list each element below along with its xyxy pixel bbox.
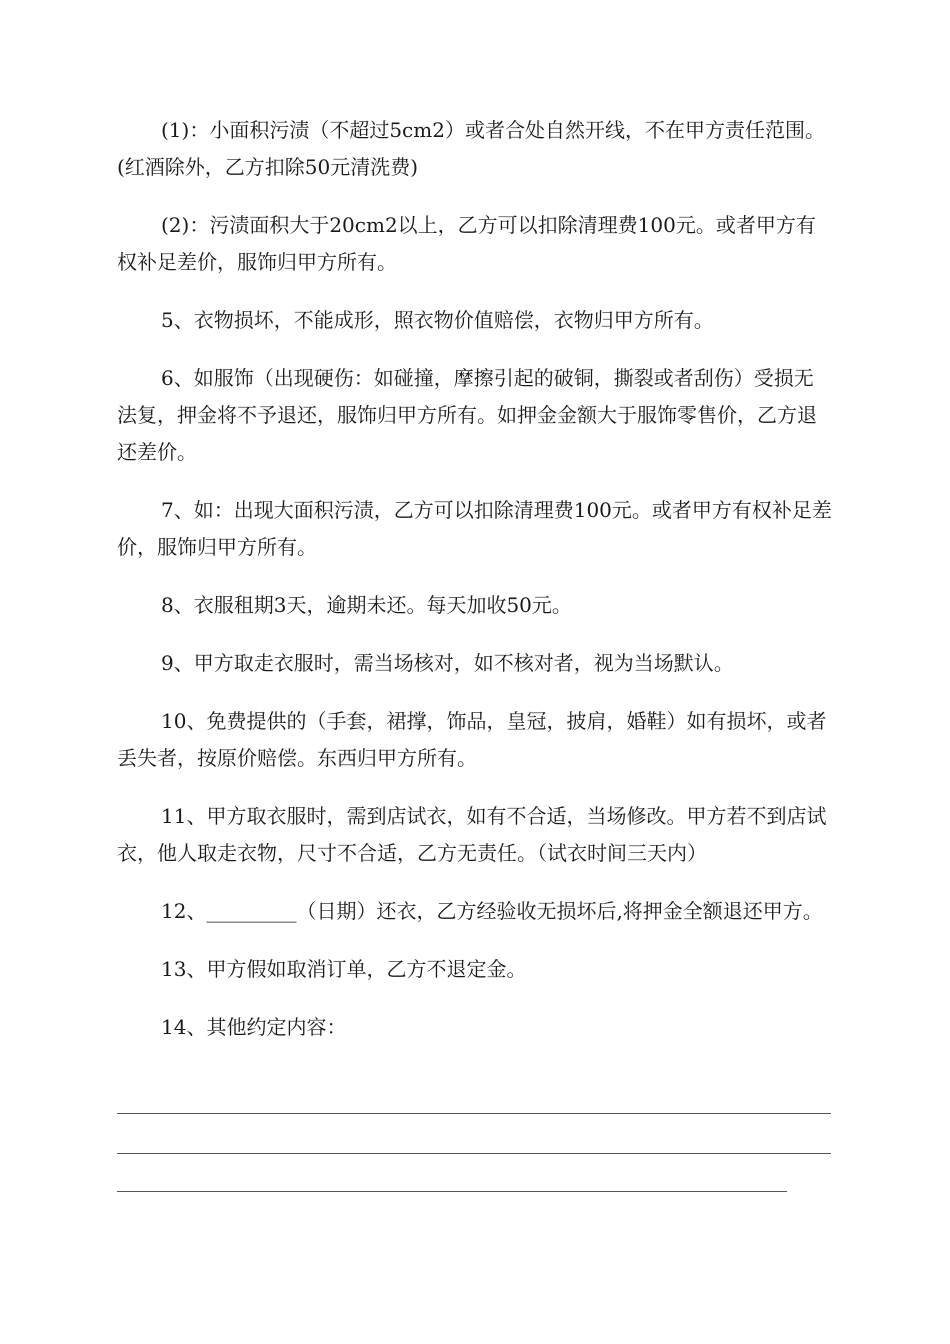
clause-9-pickup-check: 9、甲方取走衣服时，需当场核对，如不核对者，视为当场默认。 [161, 651, 734, 675]
clause-13-cancellation: 13、甲方假如取消订单，乙方不退定金。 [161, 957, 527, 981]
clause-6-hard-damage: 6、如服饰（出现硬伤：如碰撞，摩擦引起的破铜，撕裂或者刮伤）受损无法复，押金将不予退还，服饰归甲方所有。如押金金额大于服饰零售价，乙方退还差价。 [117, 366, 817, 464]
clause-7-large-stains: 7、如：出现大面积污渍，乙方可以扣除清理费100元。或者甲方有权补足差价，服饰归甲方所有。 [117, 498, 832, 559]
blank-line-2 [117, 1153, 831, 1154]
clause-5-damage: 5、衣物损坏，不能成形，照衣物价值赔偿，衣物归甲方所有。 [161, 308, 714, 332]
blank-line-1 [117, 1113, 831, 1114]
clause-14-other-terms: 14、其他约定内容： [161, 1015, 347, 1039]
clause-2-stains-large: (2)：污渍面积大于20cm2以上，乙方可以扣除清理费100元。或者甲方有权补足差价，服饰归甲方所有。 [117, 213, 816, 274]
clause-1-stains-small: (1)：小面积污渍（不超过5cm2）或者合处自然开线，不在甲方责任范围。(红酒除外，乙方扣除50元清洗费) [117, 118, 825, 179]
document-body [117, 112, 832, 1067]
blank-line-3 [117, 1191, 787, 1192]
clause-10-free-accessories: 10、免费提供的（手套，裙撑，饰品，皇冠，披肩，婚鞋）如有损坏，或者丢失者，按原价赔偿。东西归甲方所有。 [117, 709, 827, 770]
clause-12-return-date: 12、_________（日期）还衣，乙方经验收无损坏后,将押金全额退还甲方。 [161, 899, 823, 923]
clause-8-rental-period: 8、衣服租期3天，逾期未还。每天加收50元。 [161, 593, 572, 617]
clause-11-fitting: 11、甲方取衣服时，需到店试衣，如有不合适，当场修改。甲方若不到店试衣，他人取走衣物，尺寸不合适，乙方无责任。（试衣时间三天内） [117, 804, 827, 865]
